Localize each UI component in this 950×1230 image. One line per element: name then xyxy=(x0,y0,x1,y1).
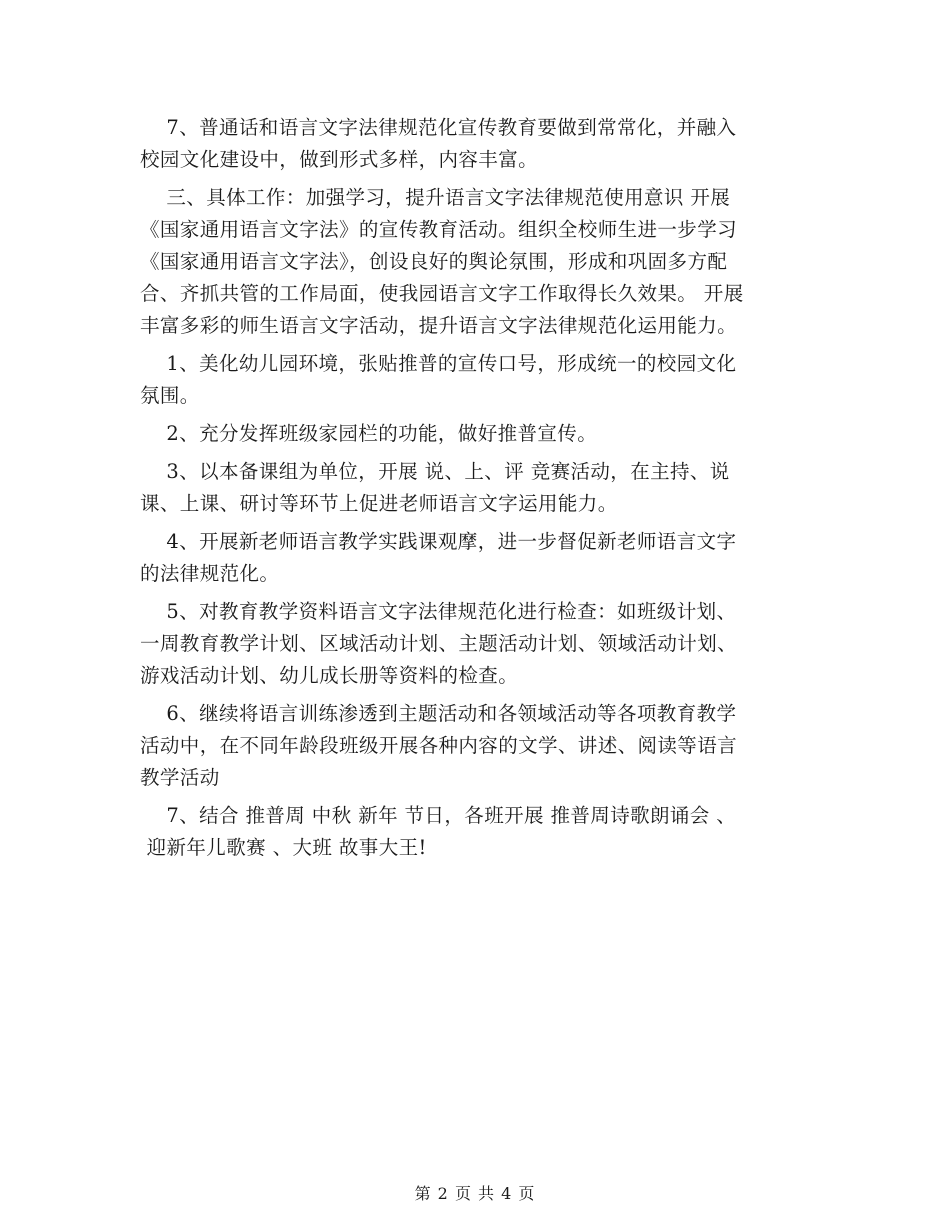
text-line: 2、充分发挥班级家园栏的功能，做好推普宣传。 xyxy=(140,422,598,445)
text-line: 合、齐抓共管的工作局面，使我园语言文字工作取得长久效果。 开展 xyxy=(140,282,744,305)
text-line: 丰富多彩的师生语言文字活动，提升语言文字法律规范化运用能力。 xyxy=(140,314,738,337)
text-line: 6、继续将语言训练渗透到主题活动和各领域活动等各项教育教学 xyxy=(140,702,737,725)
text-line: 课、上课、研讨等环节上促进老师语言文字运用能力。 xyxy=(140,492,618,515)
text-line: 三、具体工作：加强学习，提升语言文字法律规范使用意识 开展 xyxy=(140,186,731,209)
page-number-footer: 第 2 页 共 4 页 xyxy=(414,1184,536,1203)
text-line: 4、开展新老师语言教学实践课观摩，进一步督促新老师语言文字 xyxy=(140,530,737,553)
text-line: 活动中，在不同年龄段班级开展各种内容的文学、讲述、阅读等语言 xyxy=(140,734,738,757)
text-line: 3、以本备课组为单位，开展 说、上、评 竞赛活动，在主持、说 xyxy=(140,460,730,483)
text-line: 1、美化幼儿园环境，张贴推普的宣传口号，形成统一的校园文化 xyxy=(140,352,737,375)
document-body xyxy=(140,112,810,864)
text-line: 迎新年儿歌赛 、大班 故事大王! xyxy=(140,836,427,859)
text-line: 7、普通话和语言文字法律规范化宣传教育要做到常常化，并融入 xyxy=(140,116,737,139)
text-line: 7、结合 推普周 中秋 新年 节日，各班开展 推普周诗歌朗诵会 、 xyxy=(140,804,737,827)
text-line: 《国家通用语言文字法》，创设良好的舆论氛围，形成和巩固多方配 xyxy=(140,250,728,273)
text-line: 《国家通用语言文字法》的宣传教育活动。组织全校师生进一步学习 xyxy=(140,218,738,241)
text-line: 教学活动 xyxy=(140,766,220,789)
text-line: 氛围。 xyxy=(140,384,200,407)
text-line: 的法律规范化。 xyxy=(140,562,280,585)
text-line: 游戏活动计划、幼儿成长册等资料的检查。 xyxy=(140,664,519,687)
text-line: 一周教育教学计划、区域活动计划、主题活动计划、领域活动计划、 xyxy=(140,632,738,655)
text-line: 校园文化建设中，做到形式多样，内容丰富。 xyxy=(140,148,539,171)
text-line: 5、对教育教学资料语言文字法律规范化进行检查：如班级计划、 xyxy=(140,600,737,623)
